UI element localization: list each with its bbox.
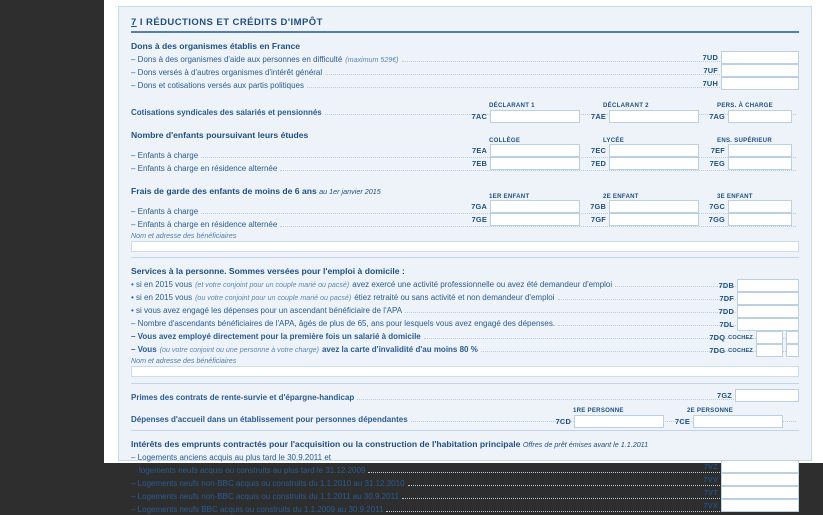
dons-label-1: – Dons à des organismes d'aide aux personnes en difficulté	[131, 55, 343, 64]
services-note-6: (ou votre conjoint ou une personne à votre charge)	[159, 346, 319, 354]
primes-fields	[712, 389, 799, 402]
block-enfants-etudes	[131, 122, 799, 174]
input-7df[interactable]	[737, 292, 799, 305]
cotisations-code-3: 7AG	[709, 112, 725, 121]
input-7ce[interactable]	[693, 415, 783, 428]
code-7ed: 7ED	[591, 159, 606, 168]
code-7ga: 7GA	[471, 202, 487, 211]
services-label-6: – Vous	[131, 345, 157, 354]
code-7gz: 7GZ	[717, 391, 732, 400]
services-cell-1	[705, 279, 799, 292]
input-7ec[interactable]	[609, 144, 699, 157]
dons-fields	[698, 51, 799, 90]
services-beneficiaires-input[interactable]	[131, 366, 799, 377]
services-row-1	[131, 277, 799, 290]
document-page	[104, 0, 823, 514]
input-7vx[interactable]	[721, 499, 799, 512]
services-cell-2	[705, 292, 799, 305]
frais-garde-note: au 1er janvier 2015	[319, 187, 381, 196]
code-7ge: 7GE	[471, 215, 487, 224]
code-7eb: 7EB	[472, 159, 487, 168]
primes-row	[131, 387, 799, 403]
tax-form-section-7	[118, 6, 812, 514]
input-7dq[interactable]	[756, 331, 783, 344]
code-7dl: 7DL	[719, 320, 734, 329]
input-7ef[interactable]	[728, 144, 792, 157]
input-7vt[interactable]	[721, 486, 799, 499]
emprunts-cell-1	[698, 460, 799, 473]
cochez-label-7dq: COCHEZ	[728, 334, 753, 341]
code-7db: 7DB	[718, 281, 734, 290]
frais-garde-label-1: – Enfants à charge	[131, 207, 199, 216]
code-7gc: 7GC	[709, 202, 725, 211]
services-label-3: • si vous avez engagé les dépenses pour un ascendant bénéficiaire de l'APA	[131, 306, 403, 315]
emprunts-label-4: – Logements neufs non-BBC acquis ou construits du 1.1.2011 au 30.9.2011	[131, 492, 399, 501]
input-7dg[interactable]	[756, 344, 783, 357]
code-7dq: 7DQ	[709, 333, 726, 342]
services-nom-adresse-label: Nom et adresse des bénéficiaires	[131, 357, 237, 365]
services-cell-6	[705, 344, 799, 357]
frais-garde-title	[131, 178, 799, 197]
code-7eg: 7EG	[709, 159, 725, 168]
code-7dd: 7DD	[718, 307, 734, 316]
emprunts-fields	[698, 460, 799, 512]
colhead-enfant1: 1ER ENFANT	[489, 193, 530, 200]
services-post-2: étiez retraité ou sans activité et non demandeur d'emploi	[354, 293, 555, 302]
code-7gg: 7GG	[708, 215, 725, 224]
code-7ce: 7CE	[675, 417, 690, 426]
input-7gc[interactable]	[728, 200, 792, 213]
accueil-cell	[551, 415, 783, 428]
divider	[131, 383, 799, 384]
cotisations-code-2: 7AE	[591, 112, 606, 121]
services-post-1: avez exercé une activité professionnelle ou avez été demandeur d'emploi	[352, 280, 613, 289]
accueil-label: Dépenses d'accueil dans un établissement pour personnes dépendantes	[131, 415, 408, 424]
emprunts-label-5: – Logements neufs BBC acquis ou construits du 1.1.2009 au 30.9.2011	[131, 505, 384, 514]
services-row-2	[131, 290, 799, 303]
emprunts-label-3: – Logements neufs non-BBC acquis ou construits du 1.1.2010 au 31.12.2010	[131, 479, 405, 488]
services-row-5	[131, 329, 799, 342]
services-row-4	[131, 316, 799, 329]
frais-garde-fields	[467, 200, 792, 226]
services-note-2: (ou votre conjoint pour un couple marié ou pacsé)	[195, 294, 352, 302]
checkbox-7dq[interactable]	[786, 331, 799, 344]
code-7dg: 7DG	[709, 346, 726, 355]
frais-garde-cell-row1	[467, 200, 792, 213]
emprunts-cell-4	[698, 499, 799, 512]
colhead-enfant3: 3E ENFANT	[717, 193, 753, 200]
enfants-etudes-fields	[467, 144, 792, 170]
enfants-etudes-label-1: – Enfants à charge	[131, 151, 199, 160]
frais-garde-beneficiaires-input[interactable]	[131, 241, 799, 252]
input-7vz[interactable]	[721, 460, 799, 473]
accueil-fields	[551, 415, 783, 428]
services-post-6: avez la carte d'invalidité d'au moins 80 %	[321, 345, 478, 354]
section-separator: I	[139, 17, 143, 28]
dons-label-3: – Dons et cotisations versés aux partis politiques	[131, 81, 304, 90]
input-7eb[interactable]	[490, 157, 580, 170]
services-label-5: – Vous avez employé directement pour la première fois un salarié à domicile	[131, 332, 421, 341]
colhead-personne2: 2E PERSONNE	[687, 407, 734, 414]
input-7ea[interactable]	[490, 144, 580, 157]
frais-garde-nom-adresse-label: Nom et adresse des bénéficiaires	[131, 232, 237, 240]
code-7ef: 7EF	[710, 146, 725, 155]
block-accueil	[131, 409, 799, 425]
colhead-personne1: 1RE PERSONNE	[573, 407, 624, 414]
services-fields	[705, 279, 799, 357]
enfants-etudes-cell-row1	[467, 144, 792, 157]
dons-code-1: 7UD	[702, 53, 718, 62]
input-7ga[interactable]	[490, 200, 580, 213]
primes-label: Primes des contrats de rente-survie et d'épargne-handicap	[131, 393, 355, 402]
block-primes	[131, 387, 799, 403]
block-services	[131, 258, 799, 377]
services-row-3	[131, 303, 799, 316]
services-cell-3	[705, 305, 799, 318]
input-7uf[interactable]	[721, 64, 799, 77]
input-7ud[interactable]	[721, 51, 799, 64]
input-7gg[interactable]	[728, 213, 792, 226]
dons-label-2: – Dons versés à d'autres organismes d'intérêt général	[131, 68, 323, 77]
enfants-etudes-cell-row2	[467, 157, 792, 170]
section-title: RÉDUCTIONS ET CRÉDITS D'IMPÔT	[146, 17, 323, 28]
colhead-ens-superieur: ENS. SUPÉRIEUR	[717, 137, 772, 144]
code-7vz: 7VZ	[703, 462, 718, 471]
services-cell-4	[705, 318, 799, 331]
code-7vx: 7VX	[703, 501, 718, 510]
section-header	[131, 17, 799, 33]
colhead-lycee: LYCÉE	[603, 137, 625, 144]
block-frais-garde	[131, 178, 799, 252]
dons-title: Dons à des organismes établis en France	[131, 41, 301, 51]
code-7vt: 7VT	[703, 488, 718, 497]
emprunts-cell-2	[698, 473, 799, 486]
frais-garde-cell-row2	[467, 213, 792, 226]
emprunts-title	[131, 431, 799, 450]
colhead-declarant1: DÉCLARANT 1	[489, 102, 535, 109]
cotisations-label: Cotisations syndicales des salariés et pensionnés	[131, 108, 322, 117]
services-title: Services à la personne. Sommes versées pour l'emploi à domicile :	[131, 266, 405, 276]
colhead-college: COLLÈGE	[489, 137, 521, 144]
input-7gb[interactable]	[609, 200, 699, 213]
cochez-label-7dg: COCHEZ	[728, 347, 753, 354]
dons-note-1: (maximum 529€)	[345, 56, 399, 64]
code-7gb: 7GB	[590, 202, 606, 211]
input-7cd[interactable]	[574, 415, 664, 428]
enfants-etudes-title: Nombre d'enfants poursuivant leurs études	[131, 130, 309, 140]
services-note-1: (et votre conjoint pour un couple marié ou pacsé)	[195, 281, 350, 289]
input-7gz[interactable]	[735, 389, 799, 402]
leader-dots	[280, 226, 796, 227]
primes-cell	[712, 389, 799, 402]
colhead-enfant2: 2E ENFANT	[603, 193, 639, 200]
dons-field-cell-1	[698, 51, 799, 64]
input-7db[interactable]	[737, 279, 799, 292]
block-dons	[131, 33, 799, 91]
section-number: 7	[131, 17, 137, 28]
checkbox-7dg[interactable]	[786, 344, 799, 357]
input-7dl[interactable]	[737, 318, 799, 331]
code-7cd: 7CD	[555, 417, 571, 426]
emprunts-label-1: – Logements anciens acquis au plus tard le 30.9.2011 et	[131, 453, 331, 462]
input-7vv[interactable]	[721, 473, 799, 486]
dons-code-2: 7UF	[703, 66, 718, 75]
leader-dots	[280, 170, 796, 171]
input-7dd[interactable]	[737, 305, 799, 318]
frais-garde-title-text: Frais de garde des enfants de moins de 6 ans	[131, 186, 317, 196]
code-7gf: 7GF	[591, 215, 606, 224]
code-7ea: 7EA	[472, 146, 487, 155]
emprunts-label-2: logements neufs acquis ou construits au plus tard le 31.12.2009	[139, 466, 366, 475]
services-cell-5	[705, 331, 799, 344]
code-7vv: 7VV	[703, 475, 718, 484]
colhead-declarant2: DÉCLARANT 2	[603, 102, 649, 109]
input-7gf[interactable]	[609, 213, 699, 226]
dons-field-cell-3	[698, 77, 799, 90]
input-7uh[interactable]	[721, 77, 799, 90]
dons-code-3: 7UH	[702, 79, 718, 88]
emprunts-cell-3	[698, 486, 799, 499]
services-label-4: – Nombre d'ascendants bénéficiaires de l'APA, âgés de plus de 65, ans pour lesquels vous avez engagé des dépenses.	[131, 319, 556, 328]
input-7ed[interactable]	[609, 157, 699, 170]
frais-garde-label-2: – Enfants à charge en résidence alternée	[131, 220, 278, 229]
block-emprunts	[131, 431, 799, 515]
services-label-1: • si en 2015 vous	[131, 280, 193, 289]
code-7df: 7DF	[719, 294, 734, 303]
colhead-pers-a-charge: PERS. À CHARGE	[717, 102, 773, 109]
emprunts-title-text: Intérêts des emprunts contractés pour l'acquisition ou la construction de l'habitation principale	[131, 439, 521, 449]
cotisations-code-1: 7AC	[471, 112, 487, 121]
dons-field-cell-2	[698, 64, 799, 77]
emprunts-note: Offres de prêt émises avant le 1.1.2011	[522, 440, 649, 449]
services-row-6	[131, 342, 799, 355]
enfants-etudes-label-2: – Enfants à charge en résidence alternée	[131, 164, 278, 173]
input-7ge[interactable]	[490, 213, 580, 226]
block-cotisations	[131, 102, 799, 121]
code-7ec: 7EC	[591, 146, 606, 155]
services-label-2: • si en 2015 vous	[131, 293, 193, 302]
input-7eg[interactable]	[728, 157, 792, 170]
